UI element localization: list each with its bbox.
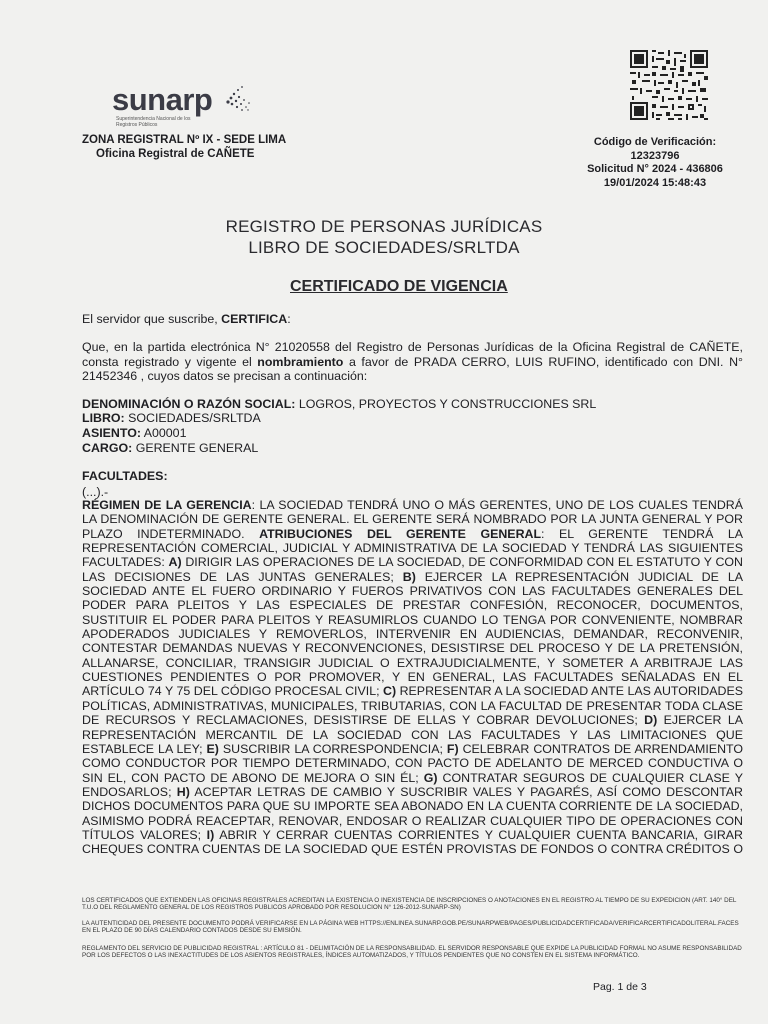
- facultades-text-segment: : LA SOCIEDAD TENDRÁ UNO O MÁS GERENTES, UNO DE LOS CUALES TENDRÁ LA DENOMINACIÓN DE GERENTE GENERAL. EL GERENTE SERÁ NOMBRADO POR LA JUNTA GENERAL Y POR PLAZO INDETERMINADO.: [82, 498, 744, 541]
- facultades-text-segment: CONTRATAR SEGUROS DE CUALQUIER CLASE Y ENDOSARLOS;: [82, 770, 743, 799]
- field-label: LIBRO:: [82, 411, 125, 425]
- registry-title: REGISTRO DE PERSONAS JURÍDICAS: [225, 217, 543, 236]
- field-libro: [82, 411, 261, 426]
- logo-wordmark: sunarp: [112, 82, 213, 117]
- verification-block: [570, 136, 740, 190]
- field-value: A00001: [140, 426, 187, 440]
- facultades-body: [82, 498, 743, 857]
- book-title: LIBRO DE SOCIEDADES/SRLTDA: [248, 238, 520, 257]
- field-value: LOGROS, PROYECTOS Y CONSTRUCCIONES SRL: [295, 397, 597, 411]
- footer-note-2: LA AUTENTICIDAD DEL PRESENTE DOCUMENTO PODRÁ VERIFICARSE EN LA PÁGINA WEB HTTPS://ENLINEA.SUNARP.GOB.PE/SUNARPWEB/PAGES/PUBLICIDADCERTIFICADA/VERIFICARCERTIFICADOLITERAL.FACES EN EL PLAZO DE 90 DÍAS CALENDARIO CONTADOS DESDE SU EMISIÓN.: [82, 920, 739, 935]
- field-label: CARGO:: [82, 441, 133, 455]
- facultades-text-segment: ABRIR Y CERRAR CUENTAS CORRIENTES Y CUALQUIER CUENTA BANCARIA, GIRAR CHEQUES CONTRA CUENTAS DE LA SOCIEDAD QUE ESTÉN PROVISTAS DE FONDOS O CONTRA CRÉDITOS O: [82, 827, 743, 857]
- field-value: SOCIEDADES/SRLTDA: [124, 411, 261, 425]
- field-label: DENOMINACIÓN O RAZÓN SOCIAL:: [82, 397, 296, 411]
- partida-text-2: a favor de PRADA CERRO, LUIS RUFINO, identificado con DNI. N° 21452346 , cuyos datos se precisan a continuación:: [82, 354, 743, 383]
- office-label: Oficina Registral de CAÑETE: [96, 148, 255, 160]
- facultades-text-segment: DIRIGIR LAS OPERACIONES DE LA SOCIEDAD, DE CONFORMIDAD CON EL ESTATUTO Y CON LAS DECISIONES DE LAS JUNTAS GENERALES;: [82, 555, 743, 584]
- facultades-bold-segment: G): [423, 770, 438, 785]
- issue-datetime: 19/01/2024 15:48:43: [603, 176, 707, 189]
- facultades-bold-segment: E): [206, 741, 219, 756]
- facultades-text-segment: EJERCER LA REPRESENTACIÓN MERCANTIL DE LA SOCIEDAD CON LAS FACULTADES Y LAS LIMITACIONES QUE ESTABLECE LA LEY;: [82, 713, 744, 756]
- facultades-text-segment: ACEPTAR LETRAS DE CAMBIO Y SUSCRIBIR VALES Y PAGARÉS, ASÍ COMO DESCONTAR DICHOS DOCUMENTOS PARA QUE SU IMPORTE SEA ABONADO EN LA CUENTA CORRIENTE DE LA SOCIEDAD, ASIMISMO PODRÁ REACEPTAR, RENOVAR, ENDOSAR O REALIZAR CUALQUIER TIPO DE OPERACIONES CON TÍTULOS VALORES;: [82, 784, 743, 842]
- verification-label: Código de Verificación:: [593, 136, 717, 148]
- zone-label: ZONA REGISTRAL Nº IX - SEDE LIMA: [82, 134, 287, 146]
- intro-paragraph: [82, 312, 743, 327]
- sunarp-logo: [112, 80, 262, 130]
- partida-paragraph: [82, 340, 743, 384]
- facultades-bold-segment: I): [206, 827, 215, 842]
- facultades-bold-segment: B): [402, 569, 416, 584]
- field-denominacion: [82, 397, 596, 412]
- request-number: Solicitud N° 2024 - 436806: [587, 163, 723, 175]
- office-block: [82, 133, 286, 161]
- facultades-bold-segment: RÉGIMEN DE LA GERENCIA: [82, 498, 252, 512]
- facultades-bold-segment: ATRIBUCIONES DEL GERENTE GENERAL: [259, 526, 542, 541]
- facultades-bold-segment: C): [383, 684, 397, 699]
- facultades-bold-segment: F): [446, 741, 459, 756]
- page-number: Pag. 1 de 3: [593, 981, 647, 993]
- facultades-text-segment: REPRESENTAR A LA SOCIEDAD ANTE LAS AUTORIDADES POLÍTICAS, ADMINISTRATIVAS, MUNICIPALES, TRIBUTARIAS, CON LA FACULTAD DE PRESENTAR TODA CLASE DE RECURSOS Y RECLAMACIONES, DESISTIRSE DE ELLAS Y COBRAR DEVOLUCIONES;: [82, 684, 743, 728]
- facultades-bold-segment: H): [176, 784, 190, 799]
- field-asiento: [82, 426, 186, 441]
- facultades-heading: FACULTADES:: [82, 469, 168, 483]
- facultades-bold-segment: D): [644, 713, 658, 728]
- footer-note-3: REGLAMENTO DEL SERVICIO DE PUBLICIDAD REGISTRAL : ARTÍCULO 81 - DELIMITACIÓN DE LA RESPONSABILIDAD. EL SERVIDOR RESPONSABLE QUE EXPIDE LA PUBLICIDAD FORMAL NO ASUME RESPONSABILIDAD POR LOS DEFECTOS O LAS INEXACTITUDES DE LOS ASIENTOS REGISTRALES, ÍNDICES AUTOMATIZADOS, Y TÍTULOS PENDIENTES QUE NO CONSTEN EN EL SISTEMA INFORMÁTICO.: [82, 945, 742, 960]
- intro-prefix: El servidor que suscribe,: [82, 312, 222, 326]
- facultades-text-segment: EJERCER LA REPRESENTACIÓN JUDICIAL DE LA SOCIEDAD ANTE EL FUERO ORDINARIO Y FUEROS PRIVATIVOS CON LAS FACULTADES GENERALES DEL PODER PARA PLEITOS Y LAS ESPECIALES DE PRESTAR CONFESIÓN, RECONOCER, DOCUMENTOS, SUSTITUIR EL PODER PARA PLEITOS Y REASUMIRLOS CUANDO LO TENGA POR CONVENIENTE, NOMBRAR APODERADOS JUDICIALES Y REMOVERLOS, INTERVENIR EN AUDIENCIAS, DEMANDAR, RECONVENIR, CONTESTAR DEMANDAS NUEVAS Y RECONVENCIONES, DESISTIRSE DEL PROCESO Y DE LA PRETENSIÓN, ALLANARSE, CONCILIAR, TRANSIGIR JUDICIAL O EXTRAJUDICIALMENTE, Y SOMETER A ARBITRAJE LAS CUESTIONES PENDIENTES O POR PROMOVER, Y EN GENERAL, LAS FACULTADES SEÑALADAS EN EL ARTÍCULO 74 Y 75 DEL CÓDIGO PROCESAL CIVIL;: [82, 569, 743, 699]
- field-value: GERENTE GENERAL: [132, 441, 259, 455]
- logo-dots-icon: [222, 80, 262, 120]
- footer-note-1: LOS CERTIFICADOS QUE EXTIENDEN LAS OFICINAS REGISTRALES ACREDITAN LA EXISTENCIA O INEXISTENCIA DE INSCRIPCIONES O ANOTACIONES EN EL REGISTRO AL TIEMPO DE SU EXPEDICION (ART. 140° DEL T.U.O DEL REGLAMENTO GENERAL DE LOS REGISTROS PUBLICOS APROBADO POR RESOLUCION N° 126-2012-SUNARP-SN): [82, 897, 737, 912]
- facultades-ellipsis: (...).-: [82, 485, 109, 499]
- intro-certifica: CERTIFICA: [221, 312, 288, 326]
- field-cargo: [82, 441, 258, 456]
- facultades-text-segment: CELEBRAR CONTRATOS DE ARRENDAMIENTO COMO CONDUCTOR POR TIEMPO DETERMINADO, CON PACTO DE ADELANTO DE MERCED CONDUCTIVA O SIN EL, CON PACTO DE ABONO DE MEJORA O SIN ÉL;: [82, 741, 743, 785]
- facultades-text-segment: SUSCRIBIR LA CORRESPONDENCIA;: [218, 741, 447, 756]
- certificate-title: CERTIFICADO DE VIGENCIA: [290, 278, 508, 295]
- partida-text-1: Que, en la partida electrónica N° 21020558 del Registro de Personas Jurídicas de la Oficina Registral de CAÑETE, consta registrado y vigente el: [82, 340, 743, 369]
- facultades-bold-segment: A): [168, 555, 182, 570]
- qr-code-icon: [628, 48, 710, 122]
- intro-suffix: :: [287, 312, 291, 326]
- facultades-text-segment: : EL GERENTE TENDRÁ LA REPRESENTACIÓN COMERCIAL, JUDICIAL Y ADMINISTRATIVA DE LA SOCIEDAD Y TENDRÁ LAS SIGUIENTES FACULTADES:: [82, 526, 744, 570]
- logo-subtitle: Superintendencia Nacional de los Registros Públicos: [116, 116, 191, 128]
- partida-bold: nombramiento: [257, 354, 344, 369]
- verification-code: 12323796: [630, 149, 680, 162]
- field-label: ASIENTO:: [82, 426, 141, 440]
